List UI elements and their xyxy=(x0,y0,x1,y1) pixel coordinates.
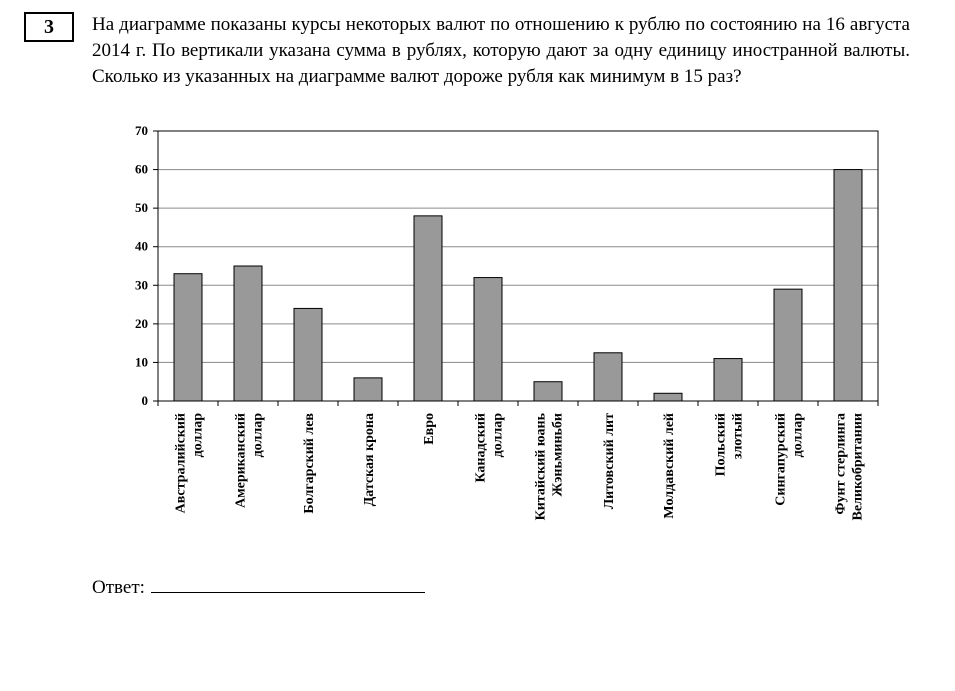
x-category-label-line: доллар xyxy=(490,413,506,458)
x-category-label-line: Молдавский лей xyxy=(662,413,677,519)
x-category-label-line: Сингапурский xyxy=(773,413,789,506)
y-tick-label: 40 xyxy=(135,238,148,254)
x-category-label xyxy=(774,413,806,506)
bar xyxy=(294,308,322,401)
x-category-label xyxy=(834,413,866,520)
bar xyxy=(234,266,262,401)
bar xyxy=(834,170,862,401)
x-category-label-line: Болгарский лев xyxy=(302,413,317,514)
x-category-label-line: Литовский лит xyxy=(602,413,617,510)
x-category-label xyxy=(302,413,317,514)
bar xyxy=(594,353,622,401)
x-category-label xyxy=(174,413,206,514)
x-category-label xyxy=(422,413,437,445)
y-tick-label: 30 xyxy=(135,277,148,293)
x-category-label-line: Жэньминьби xyxy=(550,413,566,497)
bar xyxy=(654,393,682,401)
bar xyxy=(354,378,382,401)
x-category-label-line: доллар xyxy=(790,413,806,458)
plot-frame xyxy=(158,131,878,401)
bar xyxy=(774,289,802,401)
y-axis-ticks xyxy=(135,123,158,408)
x-category-label-line: Польский xyxy=(713,413,729,477)
y-tick-label: 0 xyxy=(141,393,148,408)
x-category-label xyxy=(234,413,266,508)
x-category-label-line: Евро xyxy=(422,413,437,445)
x-category-label xyxy=(662,413,677,519)
x-category-label xyxy=(534,412,566,520)
bar xyxy=(534,382,562,401)
x-category-label xyxy=(602,413,617,509)
y-tick-label: 60 xyxy=(135,161,148,177)
x-category-label-line: злотый xyxy=(730,413,746,460)
answer-label: Ответ: xyxy=(92,577,145,598)
bar xyxy=(174,274,202,401)
x-category-label xyxy=(714,413,746,476)
answer-input-line[interactable] xyxy=(151,574,425,593)
x-category-label-line: Канадский xyxy=(473,413,489,483)
x-category-label-line: Американский xyxy=(233,413,249,509)
x-axis-labels xyxy=(158,401,878,520)
answer-row xyxy=(92,574,425,599)
task-number-box: 3 xyxy=(24,12,74,42)
x-category-label-line: Великобритании xyxy=(850,413,866,521)
y-tick-label: 10 xyxy=(135,354,148,370)
x-category-label xyxy=(362,413,377,506)
bar xyxy=(414,216,442,401)
x-category-label-line: доллар xyxy=(250,413,266,458)
chart-grid xyxy=(158,131,878,401)
question-text: На диаграмме показаны курсы некоторых валют по отношению к рублю по состоянию на 16 августа 2014 г. По вертикали указана сумма в рублях, которую дают за одну единицу иностранной валюты. Сколько из указанных на диаграмме валют дороже рубля как минимум в 15 раз? xyxy=(92,14,910,87)
x-category-label-line: Фунт стерлинга xyxy=(833,413,849,515)
y-tick-label: 50 xyxy=(135,200,148,216)
y-tick-label: 20 xyxy=(135,315,148,331)
y-tick-label: 70 xyxy=(135,123,148,138)
x-category-label-line: Австралийский xyxy=(173,413,189,514)
x-category-label xyxy=(474,413,506,483)
x-category-label-line: Датская крона xyxy=(362,413,377,507)
bar xyxy=(714,359,742,401)
x-category-label-line: доллар xyxy=(190,413,206,458)
x-category-label-line: Китайский юань xyxy=(533,413,549,521)
bar xyxy=(474,278,502,401)
